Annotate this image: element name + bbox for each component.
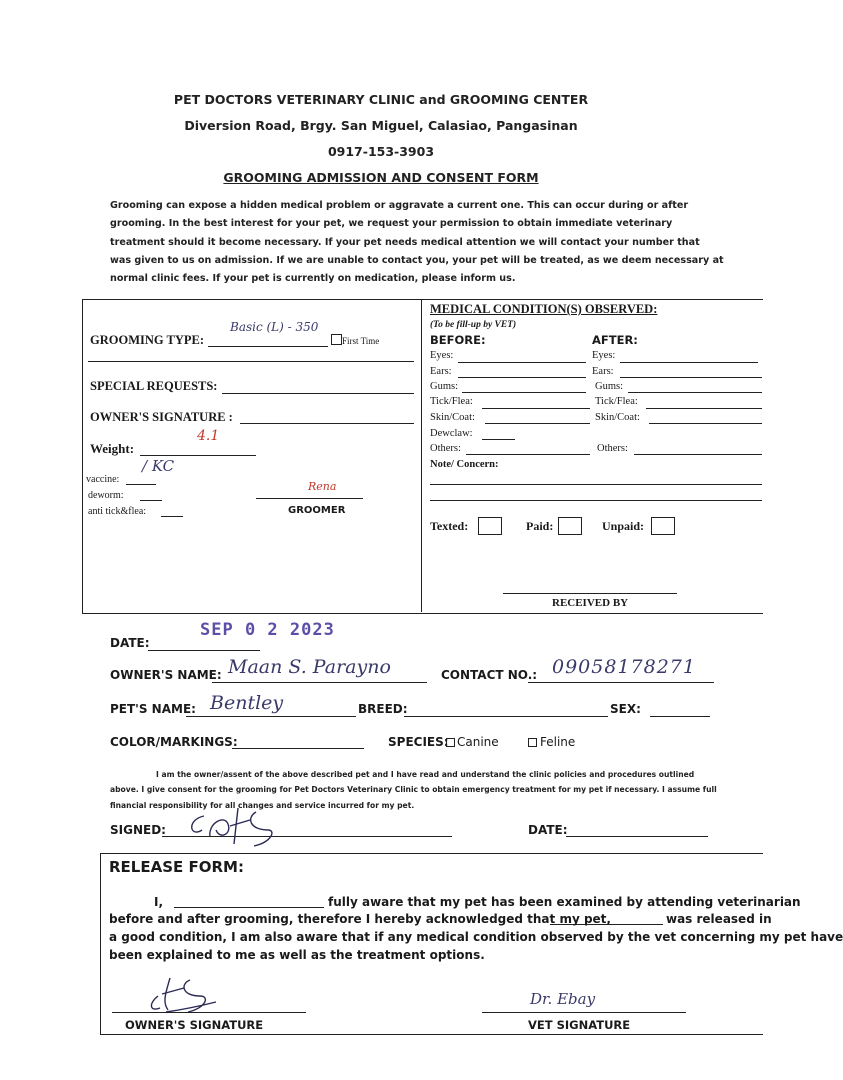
release-line3: a good condition, I am also aware that if any medical condition observed by the vet concerning my pet have [109, 930, 843, 944]
canine-label: Canine [457, 735, 499, 749]
vaccine-value[interactable]: / KC [142, 457, 175, 475]
owner-sig-label: OWNER'S SIGNATURE [125, 1018, 264, 1032]
unpaid-label: Unpaid: [602, 519, 645, 533]
before-others-label: Others: [430, 443, 461, 454]
vet-sig-label: VET SIGNATURE [528, 1018, 631, 1032]
divider-line [88, 361, 414, 362]
after-eyes-line[interactable] [620, 362, 758, 363]
date-line[interactable] [148, 650, 260, 651]
before-skin-label: Skin/Coat: [430, 412, 475, 423]
after-skin-line[interactable] [649, 423, 762, 424]
intro-line: Grooming can expose a hidden medical problem or aggravate a current one. This can occur during or after [110, 200, 689, 211]
breed-label: BREED: [358, 702, 408, 716]
weight-line[interactable] [140, 455, 256, 456]
pet-name-line[interactable] [186, 716, 356, 717]
date-label: DATE: [110, 636, 150, 650]
intro-line: normal clinic fees. If your pet is currently on medication, please inform us. [110, 273, 516, 285]
after-ears-label: Ears: [592, 366, 614, 377]
consent-line: above. I give consent for the grooming for Pet Doctors Veterinary Clinic to obtain emergency treatment for my pet if necessary. I assume full [110, 785, 717, 795]
grooming-type-label: GROOMING TYPE: [90, 333, 205, 347]
received-by-line[interactable] [503, 593, 677, 594]
species-label: SPECIES: [388, 735, 449, 749]
after-tick-label: Tick/Flea: [595, 396, 638, 407]
note-label: Note/ Concern: [430, 459, 499, 470]
owner-name-value[interactable]: Maan S. Parayno [228, 656, 391, 678]
note-line-2[interactable] [430, 500, 762, 501]
intro-paragraph [110, 197, 724, 288]
release-title: RELEASE FORM: [109, 858, 244, 876]
before-eyes-line[interactable] [458, 362, 586, 363]
date2-line[interactable] [566, 836, 708, 837]
texted-label: Texted: [430, 519, 469, 533]
groomer-value[interactable]: Rena [308, 480, 337, 493]
before-ears-line[interactable] [458, 377, 586, 378]
deworm-label: deworm: [88, 490, 124, 501]
before-tick-line[interactable] [482, 408, 590, 409]
release-owner-signature-scribble [140, 972, 250, 1016]
after-eyes-label: Eyes: [592, 350, 616, 361]
before-gums-label: Gums: [430, 381, 459, 392]
after-label: AFTER: [592, 333, 638, 347]
before-dewclaw-label: Dewclaw: [430, 428, 473, 439]
vaccine-line[interactable] [126, 484, 156, 485]
pet-name-value[interactable]: Bentley [210, 692, 284, 714]
date-stamp: SEP 0 2 2023 [200, 620, 335, 640]
grooming-type-value[interactable]: Basic (L) - 350 [230, 320, 319, 334]
paid-label: Paid: [526, 519, 554, 533]
intro-line: grooming. In the best interest for your pet, we request your permission to obtain immediate veterinary [110, 218, 673, 230]
owner-signature-label: OWNER'S SIGNATURE : [90, 410, 233, 424]
vet-signature-value[interactable]: Dr. Ebay [530, 990, 596, 1008]
breed-line[interactable] [404, 716, 608, 717]
color-label: COLOR/MARKINGS: [110, 735, 238, 749]
owner-signature-line[interactable] [240, 423, 414, 424]
grooming-type-line [208, 346, 328, 347]
release-line2b: was released in [666, 912, 772, 926]
before-gums-line[interactable] [462, 392, 586, 393]
box-divider [421, 299, 422, 612]
medical-subtitle: (To be fill-up by VET) [430, 320, 517, 330]
antitick-label: anti tick&flea: [88, 506, 147, 517]
signed-label: SIGNED: [110, 823, 166, 837]
clinic-phone: 0917-153-3903 [327, 144, 435, 159]
weight-value[interactable]: 4.1 [197, 428, 220, 444]
before-eyes-label: Eyes: [430, 350, 454, 361]
before-dewclaw-line[interactable] [482, 439, 515, 440]
form-title: GROOMING ADMISSION AND CONSENT FORM [223, 170, 539, 185]
sex-label: SEX: [610, 702, 641, 716]
release-line4: been explained to me as well as the treatment options. [109, 948, 485, 962]
contact-label: CONTACT NO.: [441, 668, 538, 682]
after-ears-line[interactable] [620, 377, 762, 378]
clinic-name: PET DOCTORS VETERINARY CLINIC and GROOMING CENTER [173, 92, 589, 107]
after-skin-label: Skin/Coat: [595, 412, 640, 423]
vaccine-label: vaccine: [86, 474, 120, 485]
release-line1: fully aware that my pet has been examined by attending veterinarian [328, 895, 801, 909]
first-time-label: First Time [342, 336, 380, 346]
consent-line: I am the owner/assent of the above described pet and I have read and understand the clinic policies and procedures outlined [156, 770, 695, 779]
texted-checkbox[interactable] [478, 517, 502, 535]
before-label: BEFORE: [430, 333, 486, 347]
feline-label: Feline [540, 735, 576, 749]
before-ears-label: Ears: [430, 366, 452, 377]
owner-signature-scribble [180, 800, 300, 848]
after-others-line[interactable] [634, 454, 762, 455]
vet-sig-line[interactable] [482, 1012, 686, 1013]
release-name-line[interactable] [174, 907, 324, 908]
owner-sig-line[interactable] [112, 1012, 306, 1013]
canine-checkbox[interactable] [446, 738, 455, 747]
intro-line: was given to us on admission. If we are unable to contact you, your pet will be treated, as we deem necessary at [110, 254, 724, 266]
owner-name-label: OWNER'S NAME: [110, 668, 222, 682]
received-by-label: RECEIVED BY [552, 597, 629, 609]
sex-line[interactable] [650, 716, 710, 717]
weight-label: Weight: [90, 441, 135, 456]
feline-checkbox[interactable] [528, 738, 537, 747]
owner-name-line[interactable] [212, 682, 427, 683]
before-tick-label: Tick/Flea: [430, 396, 473, 407]
before-skin-line[interactable] [485, 423, 590, 424]
date2-label: DATE: [528, 823, 568, 837]
pet-name-label: PET'S NAME: [110, 702, 196, 716]
first-time-checkbox[interactable] [331, 334, 342, 345]
color-line[interactable] [232, 748, 364, 749]
groomer-line[interactable] [256, 498, 363, 499]
deworm-line[interactable] [140, 500, 162, 501]
clinic-address: Diversion Road, Brgy. San Miguel, Calasiao, Pangasinan [184, 118, 578, 133]
note-line-1[interactable] [430, 484, 762, 485]
release-line2a: before and after grooming, therefore I hereby acknowledged that my pet, [109, 912, 611, 926]
antitick-line[interactable] [161, 516, 183, 517]
contact-value[interactable]: 09058178271 [552, 656, 696, 678]
after-gums-label: Gums: [595, 381, 624, 392]
medical-title: MEDICAL CONDITION(S) OBSERVED: [430, 302, 658, 316]
special-requests-label: SPECIAL REQUESTS: [90, 379, 218, 393]
consent-line: financial responsibility for all changes and service incurred for my pet. [110, 800, 415, 810]
after-tick-line[interactable] [646, 408, 762, 409]
groomer-label: GROOMER [288, 505, 346, 516]
after-gums-line[interactable] [628, 392, 762, 393]
before-others-line[interactable] [466, 454, 590, 455]
contact-line[interactable] [528, 682, 714, 683]
paid-checkbox[interactable] [558, 517, 582, 535]
special-requests-line[interactable] [222, 393, 414, 394]
release-i-label: I, [154, 895, 164, 909]
after-others-label: Others: [597, 443, 628, 454]
intro-line: treatment should it become necessary. If your pet needs medical attention we will contact your number that [110, 236, 700, 248]
release-pet-line[interactable] [550, 924, 663, 925]
unpaid-checkbox[interactable] [651, 517, 675, 535]
